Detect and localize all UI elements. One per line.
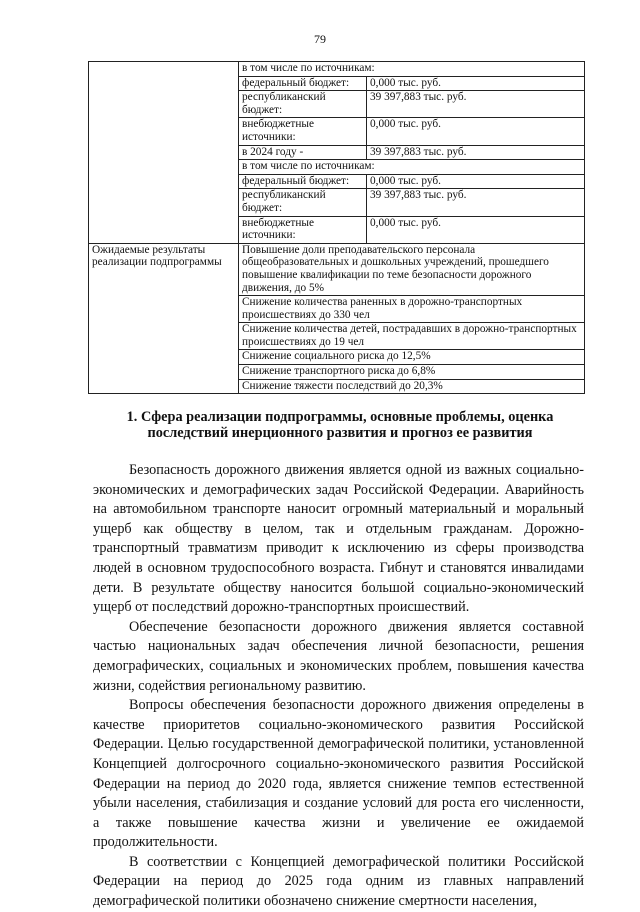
body-text (93, 461, 584, 912)
paragraph: Безопасность дорожного движения является одной из важных социально-экономических и демографических задач Российской Федерации. Аварийность на автомобильном транспорте наносит огромный материальный и моральный ущерб как обществу в целом, так и отдельным гражданам. Дорожно-транспортный травматизм приводит к исключению из сферы производства людей в основном трудоспособного возраста. Гибнут и становятся инвалидами дети. В результате обществу наносится большой социально-экономический ущерб от последствий дорожно-транспортных происшествий. (93, 462, 584, 616)
source-value-cell: 39 397,883 тыс. руб. (367, 189, 585, 216)
source-label-cell: республиканский бюджет: (239, 91, 367, 118)
page-number: 79 (314, 32, 326, 46)
subprogram-passport-table (88, 61, 585, 394)
sources-header-cell: в том числе по источникам: (239, 62, 585, 77)
table-row (89, 243, 585, 295)
expected-result-item: Повышение доли преподавательского персонала общеобразовательных и дошкольных учреждений, прошедшего повышение квалификации по теме безопасности дорожного движения, до 5% (239, 243, 585, 295)
section-heading: 1. Сфера реализации подпрограммы, основные проблемы, оценка последствий инерционного развития и прогноз ее развития (126, 409, 554, 441)
source-value-cell: 39 397,883 тыс. руб. (367, 91, 585, 118)
empty-label-cell (89, 62, 239, 244)
year-value-cell: 39 397,883 тыс. руб. (367, 145, 585, 160)
source-label-cell: федеральный бюджет: (239, 76, 367, 91)
source-label-cell: внебюджетные источники: (239, 216, 367, 243)
sources-header-cell: в том числе по источникам: (239, 160, 585, 175)
year-label-cell: в 2024 году - (239, 145, 367, 160)
expected-result-item: Снижение транспортного риска до 6,8% (239, 365, 585, 380)
source-value-cell: 0,000 тыс. руб. (367, 76, 585, 91)
expected-result-item: Снижение количества раненных в дорожно-транспортных происшествиях до 330 чел (239, 296, 585, 323)
source-label-cell: республиканский бюджет: (239, 189, 367, 216)
table-row (89, 62, 585, 77)
source-value-cell: 0,000 тыс. руб. (367, 174, 585, 189)
source-value-cell: 0,000 тыс. руб. (367, 118, 585, 145)
source-value-cell: 0,000 тыс. руб. (367, 216, 585, 243)
source-label-cell: внебюджетные источники: (239, 118, 367, 145)
expected-results-label: Ожидаемые результаты реализации подпрограммы (89, 243, 239, 394)
source-label-cell: федеральный бюджет: (239, 174, 367, 189)
expected-result-item: Снижение количества детей, пострадавших в дорожно-транспортных происшествиях до 19 чел (239, 323, 585, 350)
expected-result-item: Снижение социального риска до 12,5% (239, 350, 585, 365)
expected-result-item: Снижение тяжести последствий до 20,3% (239, 379, 585, 394)
paragraph: Обеспечение безопасности дорожного движения является составной частью национальных задач обеспечения личной безопасности, решения демографических, социальных и экономических проблем, повышения качества жизни, содействия региональному развитию. (93, 618, 584, 694)
paragraph: Вопросы обеспечения безопасности дорожного движения определены в качестве приоритетов социально-экономического развития Российской Федерации. Целью государственной демографической политики, установленной Концепцией долгосрочного социально-экономического развития Российской Федерации на период до 2020 года, является снижение темпов естественной убыли населения, стабилизация и создание условий для роста его численности, а также повышение качества жизни и увеличение ее ожидаемой продолжительности. (93, 697, 584, 851)
paragraph: В соответствии с Концепцией демографической политики Российской Федерации на период до 2025 года одним из главных направлений демографической политики обозначено снижение смертности населения, (93, 853, 584, 910)
